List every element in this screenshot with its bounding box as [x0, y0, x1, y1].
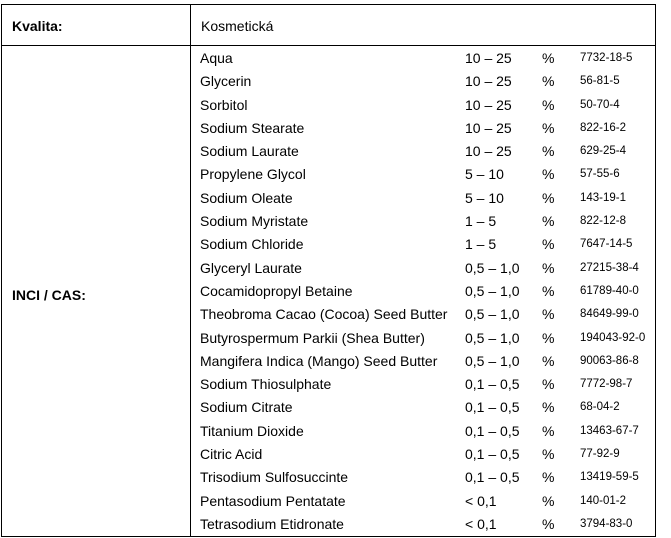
ingredient-row	[200, 280, 656, 303]
ingredient-cas: 7732-18-5	[580, 52, 633, 64]
ingredient-name: Theobroma Cacao (Cocoa) Seed Butter	[200, 306, 448, 323]
ingredient-range: 0,5 – 1,0	[465, 329, 520, 346]
ingredient-range: 10 – 25	[465, 73, 512, 90]
composition-table	[1, 4, 656, 537]
ingredient-range: 0,1 – 0,5	[465, 399, 520, 416]
ingredient-name: Glyceryl Laurate	[200, 259, 302, 276]
ingredient-unit: %	[542, 492, 555, 509]
ingredient-range: 5 – 10	[465, 166, 504, 183]
ingredient-unit: %	[542, 189, 555, 206]
ingredient-name: Sorbitol	[200, 96, 248, 113]
ingredient-name: Sodium Citrate	[200, 399, 293, 416]
ingredient-row	[200, 490, 656, 513]
ingredient-row	[200, 233, 656, 256]
ingredient-row	[200, 466, 656, 489]
ingredient-range: < 0,1	[465, 515, 497, 532]
ingredient-cas: 822-12-8	[580, 215, 627, 228]
quality-row	[2, 5, 655, 46]
ingredient-range: 0,5 – 1,0	[465, 259, 520, 276]
ingredient-unit: %	[542, 282, 555, 299]
ingredient-cas: 61789-40-0	[580, 284, 639, 297]
ingredient-unit: %	[542, 236, 555, 253]
quality-value: Kosmetická	[201, 18, 274, 34]
ingredient-cas: 50-70-4	[580, 98, 620, 111]
ingredient-row	[200, 94, 656, 117]
ingredient-range: 0,5 – 1,0	[465, 352, 520, 369]
ingredient-range: 10 – 25	[465, 119, 512, 136]
ingredient-name: Glycerin	[200, 73, 252, 90]
ingredient-cas: 84649-99-0	[580, 308, 639, 321]
ingredient-cas: 68-04-2	[580, 401, 620, 414]
ingredient-cas: 194043-92-0	[580, 331, 646, 344]
ingredient-unit: %	[542, 399, 555, 416]
ingredient-range: 0,1 – 0,5	[465, 469, 520, 486]
ingredient-range: 0,5 – 1,0	[465, 282, 520, 299]
ingredient-name: Sodium Myristate	[200, 213, 309, 230]
ingredient-cas: 822-16-2	[580, 121, 627, 134]
ingredient-row	[200, 373, 656, 396]
ingredient-row	[200, 70, 656, 93]
ingredient-unit: %	[542, 259, 555, 276]
ingredient-name: Sodium Laurate	[200, 143, 299, 160]
ingredient-row	[200, 303, 656, 326]
ingredient-cas: 140-01-2	[580, 494, 627, 507]
ingredient-name: Butyrospermum Parkii (Shea Butter)	[200, 329, 425, 346]
ingredient-range: 5 – 10	[465, 189, 504, 206]
ingredient-cas: 56-81-5	[580, 75, 620, 88]
ingredient-row	[200, 420, 656, 443]
ingredient-list	[200, 47, 656, 536]
ingredient-unit: %	[542, 306, 555, 323]
ingredient-unit: %	[542, 329, 555, 346]
ingredient-row	[200, 47, 656, 70]
ingredient-unit: %	[542, 446, 555, 463]
ingredient-name: Sodium Stearate	[200, 119, 305, 136]
ingredient-unit: %	[542, 119, 555, 136]
ingredient-name: Propylene Glycol	[200, 166, 306, 183]
ingredient-name: Citric Acid	[200, 446, 263, 463]
ingredient-cas: 3794-83-0	[580, 517, 633, 530]
ingredient-unit: %	[542, 422, 555, 439]
ingredient-unit: %	[542, 352, 555, 369]
ingredient-row	[200, 257, 656, 280]
ingredient-cas: 7647-14-5	[580, 238, 633, 251]
ingredient-range: 0,1 – 0,5	[465, 446, 520, 463]
ingredient-range: 1 – 5	[465, 236, 497, 253]
ingredient-cas: 13463-67-7	[580, 424, 639, 437]
ingredient-range: 10 – 25	[465, 50, 512, 66]
ingredient-unit: %	[542, 376, 555, 393]
ingredient-row	[200, 443, 656, 466]
ingredient-name: Titanium Dioxide	[200, 422, 304, 439]
ingredient-row	[200, 210, 656, 233]
ingredient-range: 10 – 25	[465, 143, 512, 160]
ingredient-cas: 143-19-1	[580, 191, 627, 204]
quality-label: Kvalita:	[12, 18, 63, 34]
ingredient-name: Sodium Chloride	[200, 236, 304, 253]
ingredient-name: Cocamidopropyl Betaine	[200, 282, 353, 299]
ingredient-range: 0,1 – 0,5	[465, 376, 520, 393]
ingredient-cas: 77-92-9	[580, 448, 620, 461]
ingredient-unit: %	[542, 166, 555, 183]
ingredient-cas: 629-25-4	[580, 145, 627, 158]
ingredient-row	[200, 163, 656, 186]
ingredient-row	[200, 327, 656, 350]
ingredient-name: Pentasodium Pentatate	[200, 492, 346, 509]
ingredient-row	[200, 117, 656, 140]
ingredient-name: Sodium Thiosulphate	[200, 376, 332, 393]
ingredient-unit: %	[542, 515, 555, 532]
ingredient-unit: %	[542, 96, 555, 113]
ingredient-row	[200, 187, 656, 210]
ingredient-unit: %	[542, 143, 555, 160]
ingredient-cas: 7772-98-7	[580, 378, 633, 391]
ingredient-range: < 0,1	[465, 492, 497, 509]
ingredient-unit: %	[542, 469, 555, 486]
inci-cas-label: INCI / CAS:	[12, 287, 86, 303]
ingredient-range: 0,5 – 1,0	[465, 306, 520, 323]
ingredient-row	[200, 396, 656, 419]
ingredient-row	[200, 513, 656, 536]
ingredient-name: Mangifera Indica (Mango) Seed Butter	[200, 352, 438, 369]
ingredient-cas: 27215-38-4	[580, 261, 639, 274]
ingredient-name: Sodium Oleate	[200, 189, 293, 206]
ingredient-cas: 90063-86-8	[580, 354, 639, 367]
ingredient-cas: 57-55-6	[580, 168, 620, 181]
ingredient-row	[200, 350, 656, 373]
ingredient-unit: %	[542, 73, 555, 90]
ingredient-name: Trisodium Sulfosuccinte	[200, 469, 349, 486]
ingredient-row	[200, 140, 656, 163]
ingredient-unit: %	[542, 213, 555, 230]
ingredient-range: 0,1 – 0,5	[465, 422, 520, 439]
ingredient-name: Aqua	[200, 50, 233, 66]
column-divider	[190, 5, 191, 536]
ingredient-cas: 13419-59-5	[580, 471, 639, 484]
ingredient-range: 10 – 25	[465, 96, 512, 113]
ingredient-range: 1 – 5	[465, 213, 497, 230]
ingredient-unit: %	[542, 50, 555, 66]
ingredient-name: Tetrasodium Etidronate	[200, 515, 344, 532]
